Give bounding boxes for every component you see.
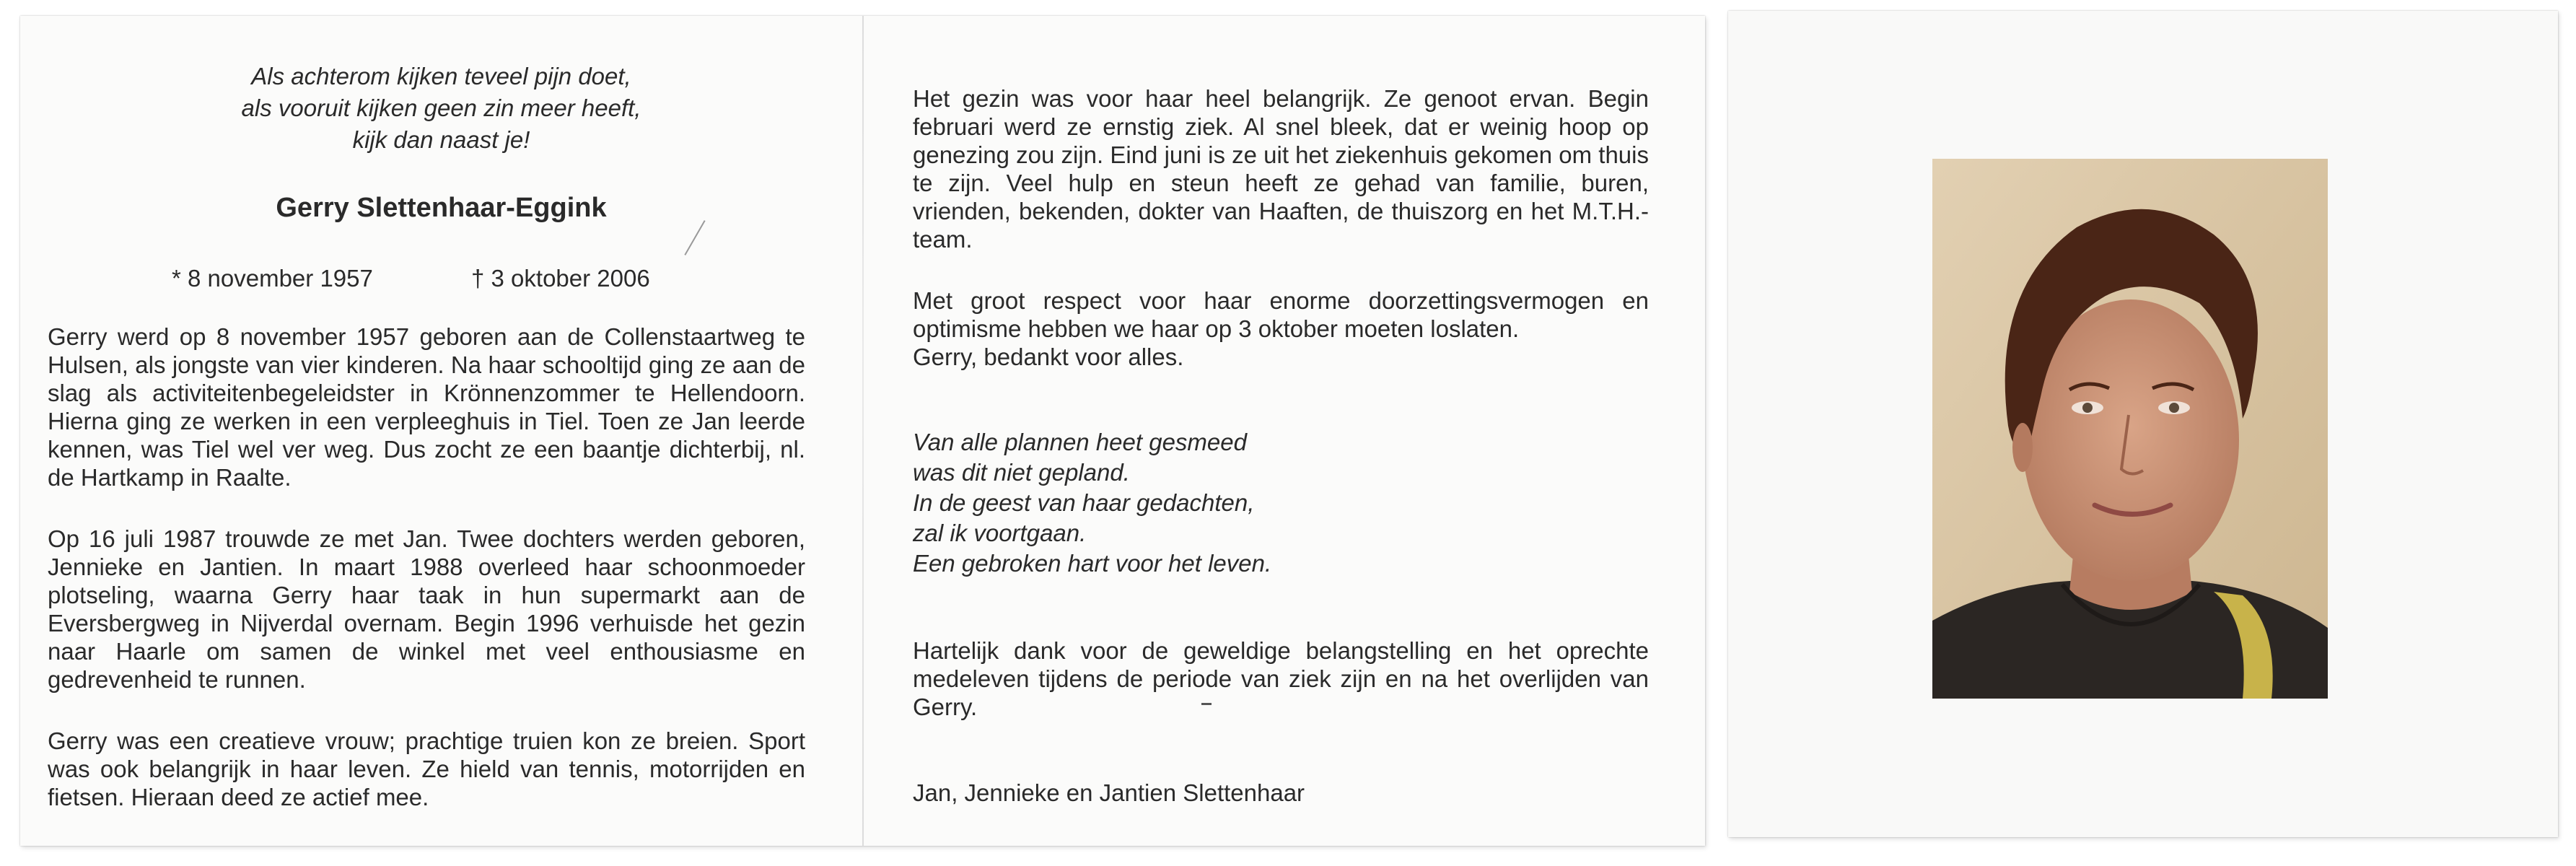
- illness-paragraph: Het gezin was voor haar heel belangrijk. Ze genoot ervan. Begin februari werd ze ernstig ziek. Al snel bleek, dat er weinig hoop op genezing zou zijn. Eind juni is ze uit het ziekenhuis gekomen om thuis te zijn. Veel hulp en steun heeft ze gehad van familie, buren, vrienden, bekenden, dokter van Haaften, de thuiszorg en het M.T.H.-team.: [913, 85, 1649, 253]
- portrait-illustration: [1932, 159, 2328, 699]
- poem-line: zal ik voortgaan.: [913, 520, 1087, 546]
- thanks-paragraph: Hartelijk dank voor de geweldige belangstelling en het oprechte medeleven tijdens de periode van ziek zijn en na het overlijden van Gerry.: [913, 637, 1649, 720]
- memorial-card-photo-side: [1728, 11, 2558, 837]
- deceased-name: Gerry Slettenhaar-Eggink: [276, 193, 607, 223]
- death-date: † 3 oktober 2006: [471, 265, 650, 292]
- poem-line: Een gebroken hart voor het leven.: [913, 550, 1272, 577]
- poem-line: In de geest van haar gedachten,: [913, 489, 1255, 516]
- motto: [20, 61, 862, 156]
- pen-mark: [684, 220, 705, 255]
- motto-line: kijk dan naast je!: [352, 126, 530, 153]
- motto-line: als vooruit kijken geen zin meer heeft,: [241, 95, 641, 121]
- motto-line: Als achterom kijken teveel pijn doet,: [251, 63, 631, 89]
- memorial-card-inside: [20, 16, 1705, 846]
- poem: [913, 427, 1649, 579]
- birth-date: * 8 november 1957: [172, 265, 373, 292]
- right-panel: [864, 16, 1705, 846]
- biography-paragraph: Gerry werd op 8 november 1957 geboren aan de Collenstaartweg te Hulsen, als jongste van vier kinderen. Na haar schooltijd ging ze aan de slag als activiteitenbegeleidster in Krönnenzommer te Hellendoorn. Hierna ging ze werken in een verpleeghuis in Tiel. Toen ze Jan leerde kennen, was Tiel wel ver weg. Dus zocht ze een baantje dichterbij, nl. de Hartkamp in Raalte.: [48, 323, 805, 491]
- ink-speck: [1201, 703, 1212, 705]
- left-panel: [20, 16, 862, 846]
- portrait-photo: [1932, 159, 2328, 699]
- poem-line: was dit niet gepland.: [913, 459, 1130, 486]
- biography-paragraph: Op 16 juli 1987 trouwde ze met Jan. Twee dochters werden geboren, Jennieke en Jantien. In maart 1988 overleed haar schoonmoeder plotseling, waarna Gerry haar taak in hun supermarkt aan de Eversbergweg in Nijverdal overnam. Begin 1996 verhuisde het gezin naar Haarle om samen de winkel met veel enthousiasme en gedrevenheid te runnen.: [48, 525, 805, 693]
- signature-family: Jan, Jennieke en Jantien Slettenhaar: [913, 779, 1305, 806]
- biography-paragraph: Gerry was een creatieve vrouw; prachtige truien kon ze breien. Sport was ook belangrijk in haar leven. Ze hield van tennis, motorrijden en fietsen. Hieraan deed ze actief mee.: [48, 727, 805, 810]
- poem-line: Van alle plannen heet gesmeed: [913, 429, 1247, 455]
- respect-paragraph: Met groot respect voor haar enorme doorzettingsvermogen en optimisme hebben we haar op 3 oktober moeten loslaten. Gerry, bedankt voor alles.: [913, 287, 1649, 370]
